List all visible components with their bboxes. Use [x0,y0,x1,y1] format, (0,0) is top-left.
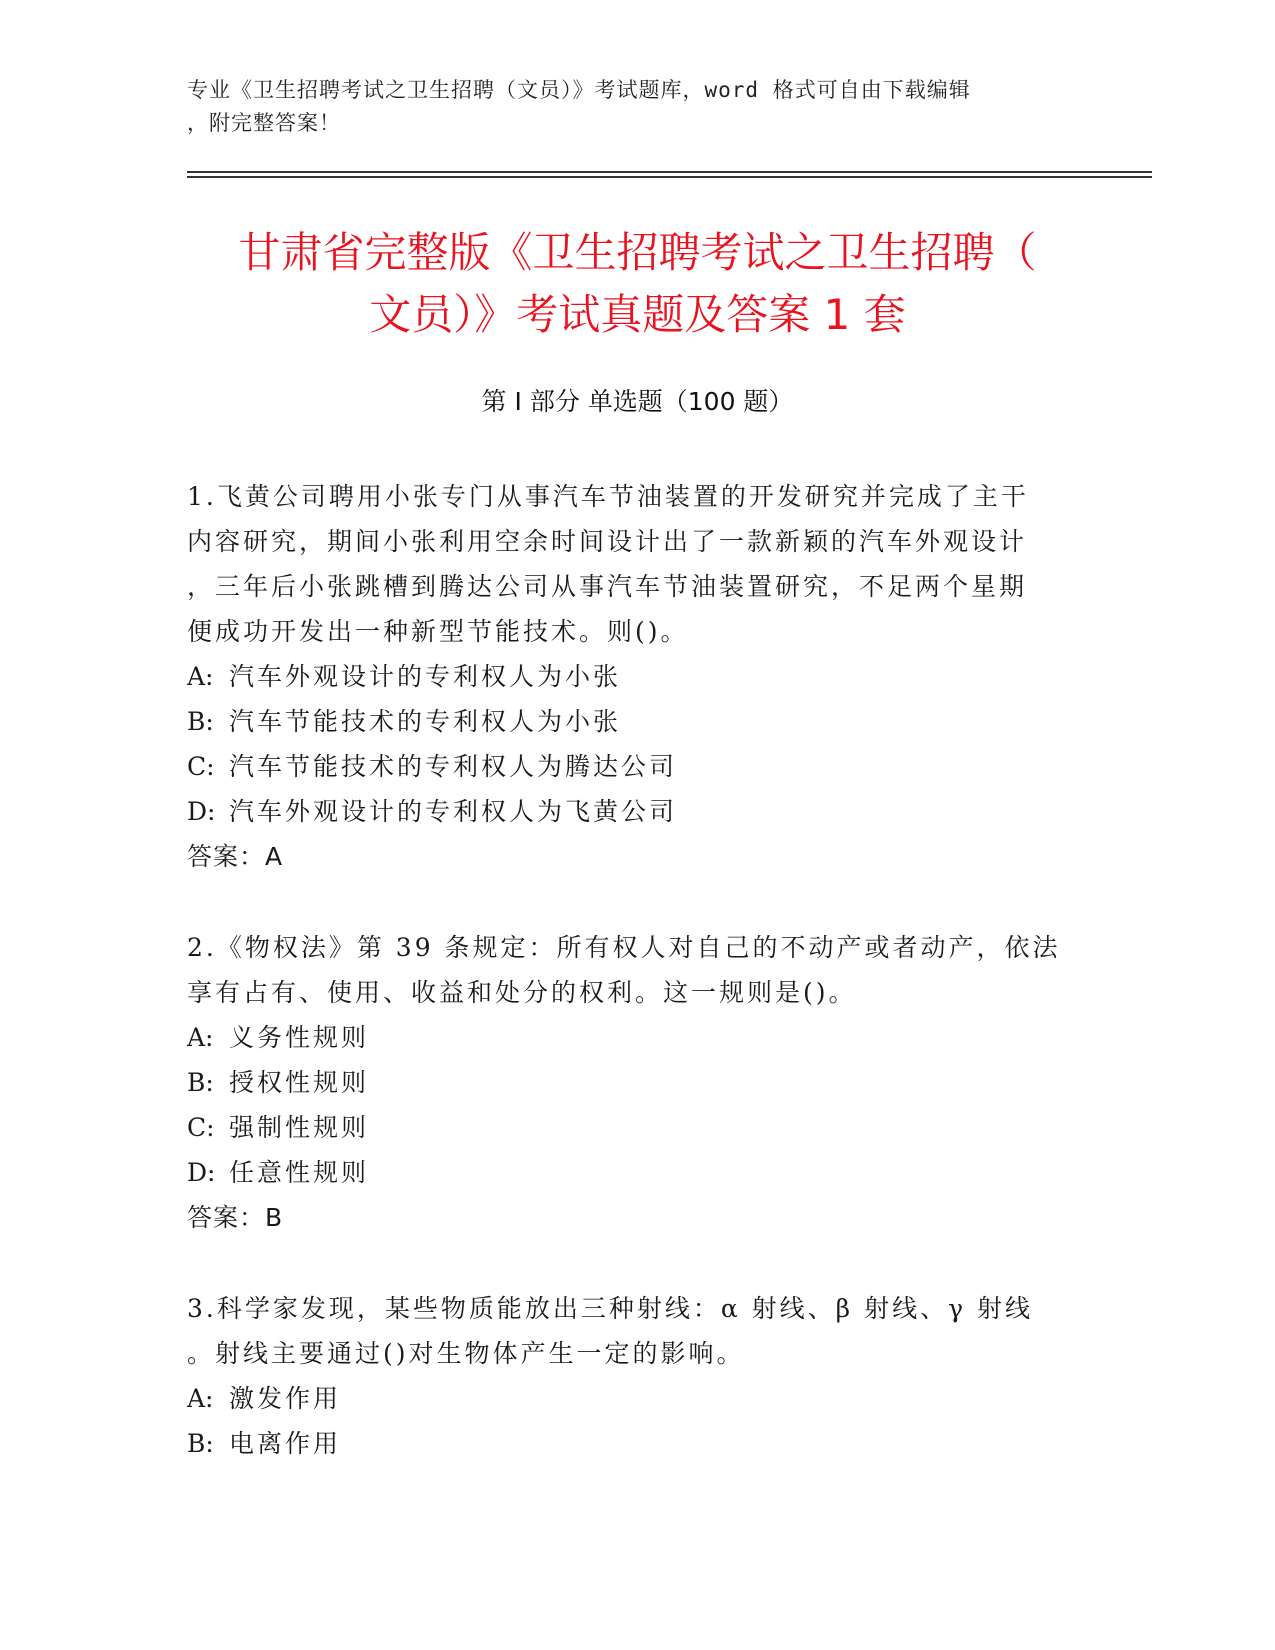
option-key: B: [187,1068,214,1097]
answer-line: 答案：A [187,842,284,871]
option-b [187,1060,1087,1105]
document-title [150,222,1125,346]
option-b [187,699,1087,744]
question-stem-line: 便成功开发出一种新型节能技术。则()。 [187,617,689,646]
question-list [187,474,1087,1466]
question-stem-line: 。射线主要通过()对生物体产生一定的影响。 [187,1339,745,1368]
question-item [187,1286,1087,1466]
header-divider [187,176,1152,178]
option-text: 电离作用 [229,1429,342,1458]
section-title: 第 I 部分 单选题（100 题） [481,387,794,416]
option-a [187,654,1087,699]
option-text: 义务性规则 [229,1023,370,1052]
option-key: A: [187,662,214,691]
option-a [187,1376,1087,1421]
question-stem-line: 享有占有、使用、收益和处分的权利。这一规则是()。 [187,978,857,1007]
question-stem-line: 2.《物权法》第 39 条规定：所有权人对自己的不动产或者动产，依法 [187,933,1061,962]
question-gap [187,1240,1087,1286]
option-key: A: [187,1384,214,1413]
header-note-line: ，附完整答案！ [187,111,341,135]
question-stem-line: 3.科学家发现，某些物质能放出三种射线：α 射线、β 射线、γ 射线 [187,1294,1033,1323]
document-title-line: 甘肃省完整版《卫生招聘考试之卫生招聘（ [238,228,1037,277]
option-key: D: [187,797,216,826]
option-key: C: [187,1113,215,1142]
option-text: 授权性规则 [229,1068,370,1097]
option-c [187,744,1087,789]
question-stem-line: 1.飞黄公司聘用小张专门从事汽车节油装置的开发研究并完成了主干 [187,482,1029,511]
header-divider [187,171,1152,173]
option-key: D: [187,1158,216,1187]
header-note-line: 专业《卫生招聘考试之卫生招聘（文员）》考试题库，word 格式可自由下载编辑 [187,78,971,102]
option-key: C: [187,752,215,781]
option-text: 激发作用 [229,1384,342,1413]
option-b [187,1421,1087,1466]
question-gap [187,879,1087,925]
option-text: 汽车外观设计的专利权人为小张 [229,662,622,691]
option-text: 强制性规则 [229,1113,370,1142]
question-stem-line: 内容研究，期间小张利用空余时间设计出了一款新颖的汽车外观设计 [187,527,1028,556]
option-d [187,789,1087,834]
question-item [187,925,1087,1240]
question-item [187,474,1087,879]
question-stem-line: ，三年后小张跳槽到腾达公司从事汽车节油装置研究，不足两个星期 [187,572,1028,601]
option-d [187,1150,1087,1195]
option-key: A: [187,1023,214,1052]
answer-line: 答案：B [187,1203,284,1232]
option-key: B: [187,1429,214,1458]
option-key: B: [187,707,214,736]
header-note [187,74,1067,140]
option-text: 汽车节能技术的专利权人为小张 [229,707,622,736]
option-text: 汽车节能技术的专利权人为腾达公司 [229,752,678,781]
option-a [187,1015,1087,1060]
document-title-line: 文员）》考试真题及答案 1 套 [369,290,906,339]
option-text: 汽车外观设计的专利权人为飞黄公司 [229,797,678,826]
option-text: 任意性规则 [229,1158,370,1187]
option-c [187,1105,1087,1150]
